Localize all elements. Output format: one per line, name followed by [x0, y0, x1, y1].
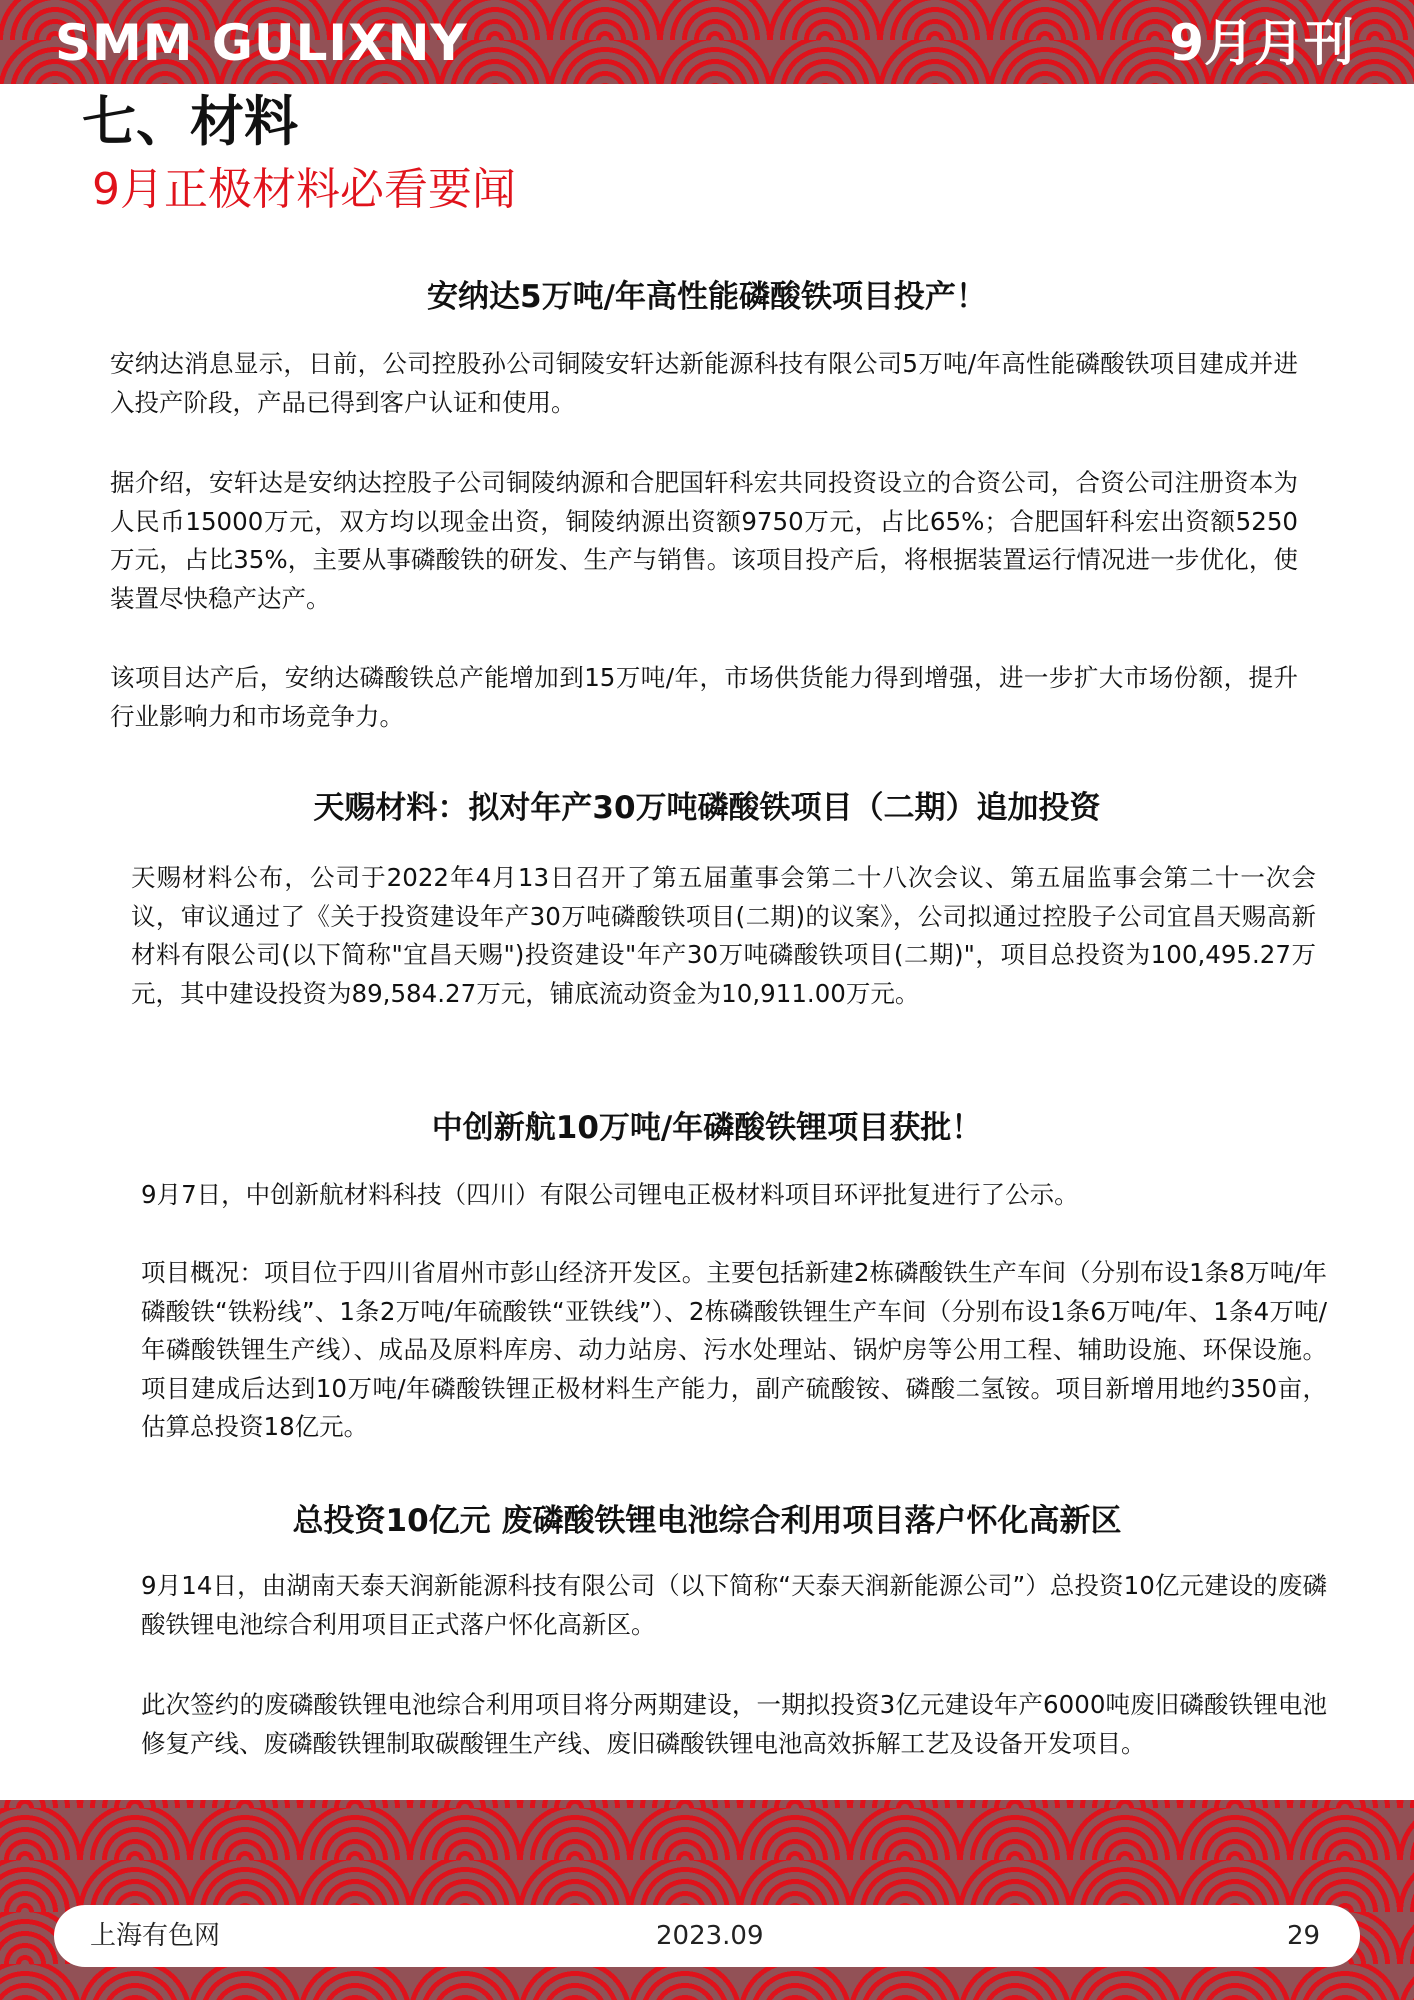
article-3-paragraph-1: 9月7日，中创新航材料科技（四川）有限公司锂电正极材料项目环评批复进行了公示。: [141, 1180, 1079, 1209]
article-2-paragraph-1: 天赐材料公布，公司于2022年4月13日召开了第五届董事会第二十八次会议、第五届监事会第二十一次会议，审议通过了《关于投资建设年产30万吨磷酸铁项目(二期)的议案》，公司拟通过控股子公司宜昌天赐高新材料有限公司(以下简称"宜昌天赐")投资建设"年产30万吨磷酸铁项目(二期)"，项目总投资为100,495.27万元，其中建设投资为89,584.27万元，铺底流动资金为10,911.00万元。: [131, 863, 1316, 1008]
article-2-title: 天赐材料：拟对年产30万吨磷酸铁项目（二期）追加投资: [313, 790, 1101, 826]
footer-banner: [0, 1800, 1414, 2000]
footer-source: 上海有色网: [90, 1921, 221, 1951]
article-4-title: 总投资10亿元 废磷酸铁锂电池综合利用项目落户怀化高新区: [292, 1503, 1122, 1539]
article-1-paragraph-2: 据介绍，安轩达是安纳达控股子公司铜陵纳源和合肥国轩科宏共同投资设立的合资公司，合资公司注册资本为人民币15000万元，双方均以现金出资，铜陵纳源出资额9750万元，占比65%；合肥国轩科宏出资额5250万元，占比35%，主要从事磷酸铁的研发、生产与销售。该项目投产后，将根据装置运行情况进一步优化，使装置尽快稳产达产。: [110, 468, 1298, 613]
footer-date: 2023.09: [656, 1921, 764, 1951]
page-number: 29: [1287, 1921, 1321, 1951]
section-subtitle: 9月正极材料必看要闻: [92, 164, 516, 215]
article-4-paragraph-2: 此次签约的废磷酸铁锂电池综合利用项目将分两期建设，一期拟投资3亿元建设年产6000吨废旧磷酸铁锂电池修复产线、废磷酸铁锂制取碳酸锂生产线、废旧磷酸铁锂电池高效拆解工艺及设备开发项目。: [141, 1690, 1327, 1758]
section-title: 七、材料: [82, 90, 298, 153]
brand-name: SMM GULIXNY: [55, 14, 468, 72]
article-1-paragraph-3: 该项目达产后，安纳达磷酸铁总产能增加到15万吨/年，市场供货能力得到增强，进一步扩大市场份额，提升行业影响力和市场竞争力。: [110, 663, 1298, 731]
article-1-paragraph-1: 安纳达消息显示，日前，公司控股孙公司铜陵安轩达新能源科技有限公司5万吨/年高性能磷酸铁项目建成并进入投产阶段，产品已得到客户认证和使用。: [110, 349, 1298, 417]
article-1-title: 安纳达5万吨/年高性能磷酸铁项目投产！: [427, 279, 987, 315]
article-3-title: 中创新航10万吨/年磷酸铁锂项目获批！: [431, 1110, 983, 1146]
issue-label: 9月月刊: [1169, 14, 1354, 72]
article-3-paragraph-2: 项目概况：项目位于四川省眉州市彭山经济开发区。主要包括新建2栋磷酸铁生产车间（分别布设1条8万吨/年磷酸铁“铁粉线”、1条2万吨/年硫酸铁“亚铁线”）、2栋磷酸铁锂生产车间（分别布设1条6万吨/年、1条4万吨/年磷酸铁锂生产线）、成品及原料库房、动力站房、污水处理站、锅炉房等公用工程、辅助设施、环保设施。项目建成后达到10万吨/年磷酸铁锂正极材料生产能力，副产硫酸铵、磷酸二氢铵。项目新增用地约350亩，估算总投资18亿元。: [141, 1258, 1327, 1441]
article-4-paragraph-1: 9月14日，由湖南天泰天润新能源科技有限公司（以下简称“天泰天润新能源公司”）总投资10亿元建设的废磷酸铁锂电池综合利用项目正式落户怀化高新区。: [141, 1571, 1327, 1639]
